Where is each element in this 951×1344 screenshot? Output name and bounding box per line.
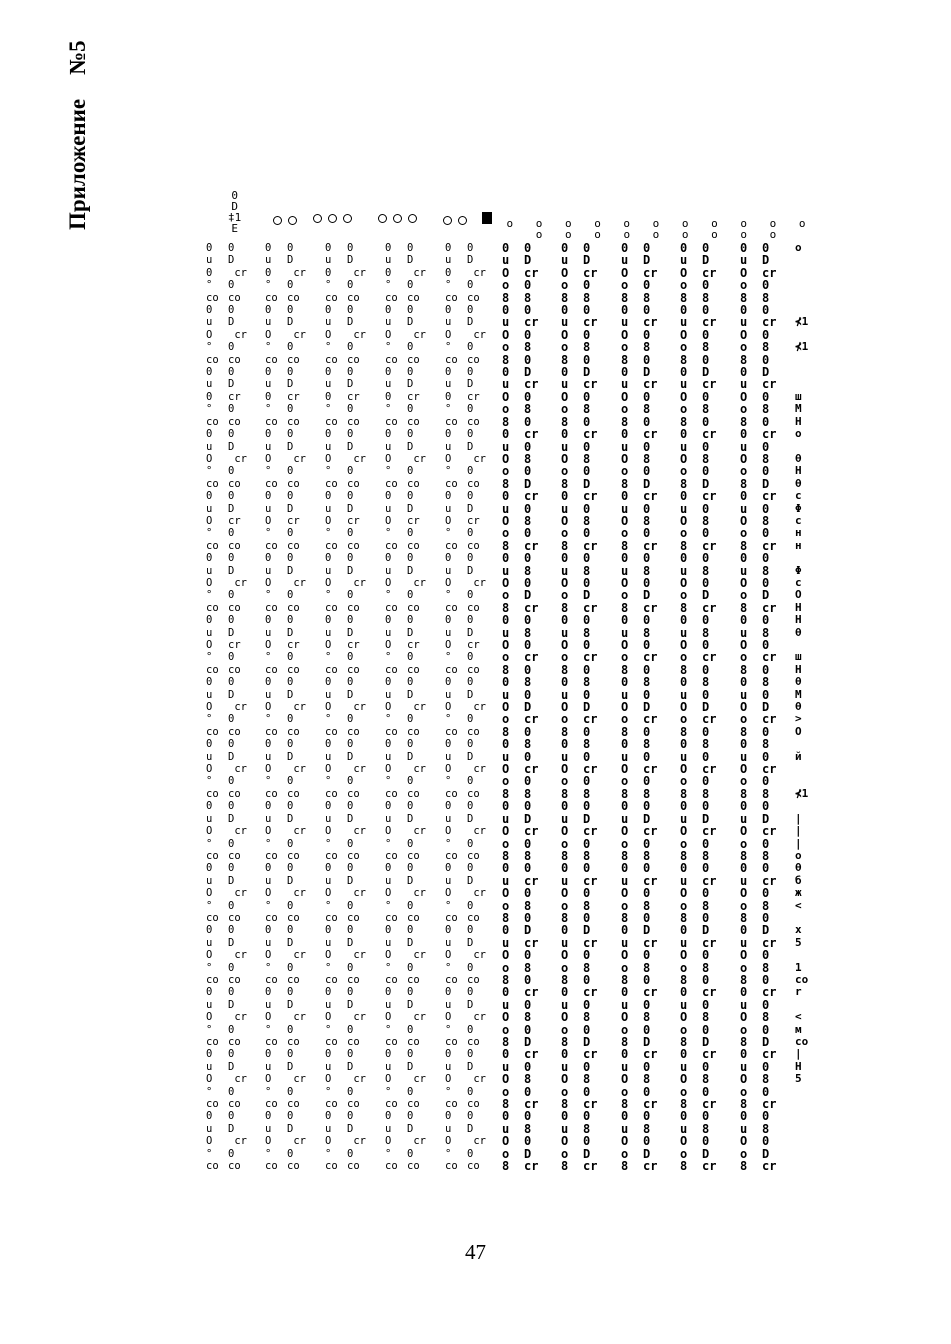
table-column: 0 u 0 ° co 0 u O ° co 0 u 0 ° co 0 u O ° co 0 u O ° co 0 u O ° co 0 u O ° co 0 u O ° co 0 u O ° co 0 u O ° co 0 u O ° co 0 u O ° co 0 u O ° co 0 u O ° co 0 u O ° co: [325, 242, 338, 1172]
table-column: 0 u O o 8 0 u O o 8 0 u O o 8 0 u O o 8 0 u O o 8 0 u O o 8 0 u O o 8 0 u O o 8 0 u O o 8 0 u O o 8 0 u O o 8 0 u O o 8 0 u O o 8 0 u O o 8 0 u O o 8: [680, 242, 688, 1172]
table-column: 0 D cr 0 co 0 D cr 0 co 0 D cr 0 co 0 D cr 0 co 0 D cr 0 co 0 D cr 0 co 0 D cr 0 co 0 D cr 0 co 0 D cr 0 co 0 D cr 0 co 0 D cr 0 co 0 D cr 0 co 0 D cr 0 co 0 D cr 0 co 0 D cr 0 co: [287, 242, 306, 1172]
table-column: 0 u 0 ° co 0 u O ° co 0 u 0 ° co 0 u O ° co 0 u O ° co 0 u O ° co 0 u O ° co 0 u O ° co 0 u O ° co 0 u O ° co 0 u O ° co 0 u O ° co 0 u O ° co 0 u O ° co 0 u O ° co: [385, 242, 398, 1172]
table-column: 0 u O o 8 0 u O o 8 0 u O o 8 0 u O o 8 0 u O o 8 0 u O o 8 0 u O o 8 0 u O o 8 0 u O o 8 0 u O o 8 0 u O o 8 0 u O o 8 0 u O o 8 0 u O o 8 0 u O o 8: [740, 242, 748, 1172]
header-filled-mark: [482, 212, 492, 226]
table-column: 0 D cr 0 8 0 cr 0 8 0 D cr 0 8 0 cr 0 8 0 D cr 0 8 0 cr 0 8 0 D cr 0 8 0 cr 0 8 0 D cr 0 8 0 cr 0 8 0 D cr 0 8 0 cr 0 8 0 D cr 0 8 0 cr 0 8 0 D cr 0 8 0 cr 0 8 0 D cr: [702, 242, 717, 1172]
table-column: 0 D cr 0 8 0 cr 0 8 0 D cr 0 8 0 cr 0 8 0 D cr 0 8 0 cr 0 8 0 D cr 0 8 0 cr 0 8 0 D cr 0 8 0 cr 0 8 0 D cr 0 8 0 cr 0 8 0 D cr 0 8 0 cr 0 8 0 D cr 0 8 0 cr 0 8 0 D cr: [524, 242, 539, 1172]
table-column: 0 u O o 8 0 u O o 8 0 u O o 8 0 u O o 8 0 u O o 8 0 u O o 8 0 u O o 8 0 u O o 8 0 u O o 8 0 u O o 8 0 u O o 8 0 u O o 8 0 u O o 8 0 u O o 8 0 u O o 8: [561, 242, 569, 1172]
rotated-table: [200, 242, 820, 1172]
table-column: 0 D cr 0 co 0 D cr 0 co 0 D cr 0 co 0 D cr 0 co 0 D cr 0 co 0 D cr 0 co 0 D cr 0 co 0 D cr 0 co 0 D cr 0 co 0 D cr 0 co 0 D cr 0 co 0 D cr 0 co 0 D cr 0 co 0 D cr 0 co 0 D cr 0 co: [407, 242, 426, 1172]
header-circle-row: o o o o o o o o o o o o o o o o o o o o: [506, 217, 814, 241]
header-mark-group: [270, 216, 300, 227]
table-column: 0 D cr 0 co 0 D cr 0 co 0 D cr 0 co 0 D cr 0 co 0 D cr 0 co 0 D cr 0 co 0 D cr 0 co 0 D cr 0 co 0 D cr 0 co 0 D cr 0 co 0 D cr 0 co 0 D cr 0 co 0 D cr 0 co 0 D cr 0 co 0 D cr 0 co: [467, 242, 486, 1172]
table-column: 0 D cr 0 8 0 cr 0 8 0 D cr 0 8 0 cr 0 8 0 D cr 0 8 0 cr 0 8 0 D cr 0 8 0 cr 0 8 0 D cr 0 8 0 cr 0 8 0 D cr 0 8 0 cr 0 8 0 D cr 0 8 0 cr 0 8 0 D cr 0 8 0 cr 0 8 0 D cr: [762, 242, 777, 1172]
header-mark-group: [375, 214, 420, 225]
table-column: 0 u O o 8 0 u O o 8 0 u O o 8 0 u O o 8 0 u O o 8 0 u O o 8 0 u O o 8 0 u O o 8 0 u O o 8 0 u O o 8 0 u O o 8 0 u O o 8 0 u O o 8 0 u O o 8 0 u O o 8: [502, 242, 510, 1172]
table-column-labels: o ⊀1 ⊀1 ш M H o θ H θ c Φ c н н Φ c O H H θ ш H θ M θ > O й ⊀1 | | | o θ б ж < x 5 1 co r < м co | H 5: [795, 242, 809, 1086]
table-column: 0 D cr 0 8 0 cr 0 8 0 D cr 0 8 0 cr 0 8 0 D cr 0 8 0 cr 0 8 0 D cr 0 8 0 cr 0 8 0 D cr 0 8 0 cr 0 8 0 D cr 0 8 0 cr 0 8 0 D cr 0 8 0 cr 0 8 0 D cr 0 8 0 cr 0 8 0 D cr: [583, 242, 598, 1172]
appendix-number: №5: [65, 40, 90, 75]
table-column: 0 D cr 0 co 0 D cr 0 co 0 D cr 0 co 0 D cr 0 co 0 D cr 0 co 0 D cr 0 co 0 D cr 0 co 0 D cr 0 co 0 D cr 0 co 0 D cr 0 co 0 D cr 0 co 0 D cr 0 co 0 D cr 0 co 0 D cr 0 co 0 D cr 0 co: [347, 242, 366, 1172]
appendix-title: [65, 30, 95, 230]
table-header-strip: [200, 189, 820, 241]
page-number: 47: [465, 1240, 486, 1264]
table-column: 0 D cr 0 8 0 cr 0 8 0 D cr 0 8 0 cr 0 8 0 D cr 0 8 0 cr 0 8 0 D cr 0 8 0 cr 0 8 0 D cr 0 8 0 cr 0 8 0 D cr 0 8 0 cr 0 8 0 D cr 0 8 0 cr 0 8 0 D cr 0 8 0 cr 0 8 0 D cr: [643, 242, 658, 1172]
table-column: 0 u 0 ° co 0 u O ° co 0 u 0 ° co 0 u O ° co 0 u O ° co 0 u O ° co 0 u O ° co 0 u O ° co 0 u O ° co 0 u O ° co 0 u O ° co 0 u O ° co 0 u O ° co 0 u O ° co 0 u O ° co: [206, 242, 219, 1172]
header-mark-group: [440, 216, 470, 227]
header-mark-group: [310, 214, 355, 225]
table-column: 0 D cr 0 co 0 D cr 0 co 0 D cr 0 co 0 D cr 0 co 0 D cr 0 co 0 D cr 0 co 0 D cr 0 co 0 D cr 0 co 0 D cr 0 co 0 D cr 0 co 0 D cr 0 co 0 D cr 0 co 0 D cr 0 co 0 D cr 0 co 0 D cr 0 co: [228, 242, 247, 1172]
table-column: 0 u 0 ° co 0 u O ° co 0 u 0 ° co 0 u O ° co 0 u O ° co 0 u O ° co 0 u O ° co 0 u O ° co 0 u O ° co 0 u O ° co 0 u O ° co 0 u O ° co 0 u O ° co 0 u O ° co 0 u O ° co: [265, 242, 278, 1172]
header-top-left-mark: 0 D ‡1 E: [228, 189, 242, 235]
table-column: 0 u O o 8 0 u O o 8 0 u O o 8 0 u O o 8 0 u O o 8 0 u O o 8 0 u O o 8 0 u O o 8 0 u O o 8 0 u O o 8 0 u O o 8 0 u O o 8 0 u O o 8 0 u O o 8 0 u O o 8: [621, 242, 629, 1172]
table-column: 0 u 0 ° co 0 u O ° co 0 u 0 ° co 0 u O ° co 0 u O ° co 0 u O ° co 0 u O ° co 0 u O ° co 0 u O ° co 0 u O ° co 0 u O ° co 0 u O ° co 0 u O ° co 0 u O ° co 0 u O ° co: [445, 242, 458, 1172]
appendix-word: Приложение: [65, 98, 90, 230]
